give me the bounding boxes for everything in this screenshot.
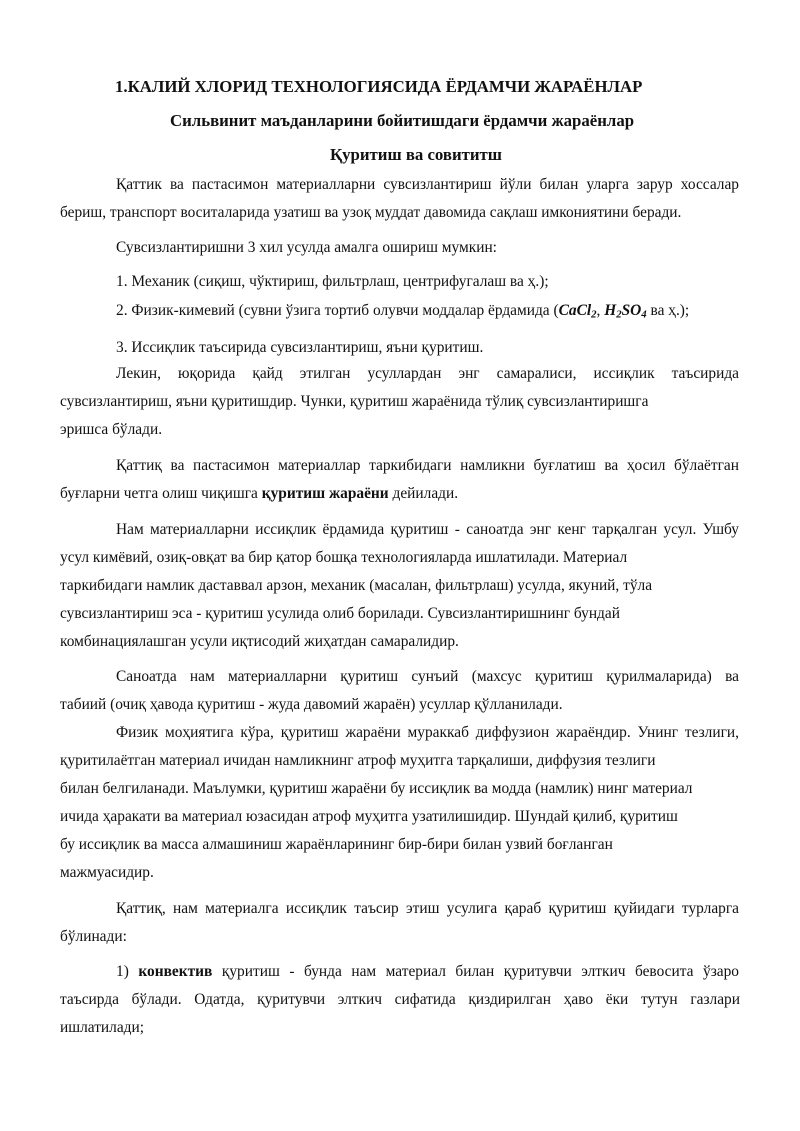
paragraph-line: усул кимёвий, озиқ-овқат ва бир қатор бошқа технологияларда ишлатилади. Материал (60, 549, 628, 566)
paragraph-line: бериш, транспорт воситаларида узатиш ва узоқ муддат давомида сақлаш имкониятини беради. (60, 204, 682, 221)
paragraph-line: билан белгиланади. Маълумки, қуритиш жараёни бу иссиқлик ва модда (намлик) нинг материал (60, 780, 693, 797)
paragraph-line: 1) конвектив қуритиш - бунда нам материал билан қуритувчи элткич бевосита ўзаро (116, 963, 740, 980)
paragraph-line: Физик моҳиятига кўра, қуритиш жараёни мураккаб диффузион жараёндир. Унинг тезлиги, (116, 724, 739, 741)
list-item: 2. Физик-кимевий (сувни ўзига тортиб олувчи моддалар ёрдамида (CaCl$_2$, $H_2SO_4$ ва ҳ.); (116, 302, 690, 321)
paragraph-line: Саноатда нам материалларни қуритиш сунъий (махсус қуритиш қурилмаларида) ва (116, 668, 739, 685)
paragraph-line: ичида ҳаракати ва материал юзасидан атроф муҳитга узатилишидир. Шундай қилиб, қуритиш (60, 808, 678, 825)
section-heading: Қуритиш ва совититш (330, 145, 502, 164)
paragraph-line: Қаттиқ, нам материалга иссиқлик таъсир этиш усулига қараб қуритиш қуйидаги турларга (116, 900, 739, 917)
paragraph-line: Лекин, юқорида қайд этилган усуллардан энг самаралиси, иссиқлик таъсирида (116, 365, 739, 382)
paragraph-line: буғларни четга олиш чиқишга қуритиш жараёни дейилади. (60, 485, 459, 502)
paragraph-line: мажмуасидир. (60, 864, 154, 881)
paragraph-line: табиий (очиқ ҳавода қуритиш - жуда давомий жараён) усуллар қўлланилади. (60, 696, 563, 713)
paragraph-line: бўлинади: (60, 928, 127, 945)
term-drying-process: қуритиш жараёни (261, 485, 389, 502)
paragraph-line: таъсирда бўлади. Одатда, қуритувчи элткич сифатида қиздирилган ҳаво ёки тутун газлари (60, 991, 740, 1008)
page-subtitle: Сильвинит маъданларини бойитишдаги ёрдамчи жараёнлар (170, 111, 635, 130)
paragraph-line: Қаттиқ ва пастасимон материаллар таркибидаги намликни буғлатиш ва ҳосил бўлаётган (116, 457, 739, 474)
paragraph-line: эришса бўлади. (60, 421, 163, 438)
paragraph-line: ишлатилади; (60, 1019, 145, 1036)
list-item: 1. Механик (сиқиш, чўктириш, фильтрлаш, центрифугалаш ва ҳ.); (116, 273, 549, 290)
paragraph-line: Қаттик ва пастасимон материалларни сувсизлантириш йўли билан уларга зарур хоссалар (116, 176, 739, 193)
page-title: 1.КАЛИЙ ХЛОРИД ТЕХНОЛОГИЯСИДА ЁРДАМЧИ ЖАРАЁНЛАР (115, 77, 643, 96)
term-convective: конвектив (138, 963, 213, 980)
paragraph-line: Сувсизлантиришни 3 хил усулда амалга ошириш мумкин: (116, 239, 497, 256)
paragraph-line: сувсизлантириш, яъни қуритишдир. Чунки, қуритиш жараёнида тўлиқ сувсизлантиришга (60, 393, 649, 410)
paragraph-line: Нам материалларни иссиқлик ёрдамида қуритиш - саноатда энг кенг тарқалган усул. Ушбу (116, 521, 739, 538)
paragraph-line: сувсизлантириш эса - қуритиш усулида олиб борилади. Сувсизлантиришнинг бундай (60, 605, 620, 622)
paragraph-line: қуритилаётган материал ичидан намликнинг атроф муҳитга тарқалиши, диффузия тезлиги (60, 752, 656, 769)
list-item: 3. Иссиқлик таъсирида сувсизлантириш, яъни қуритиш. (116, 339, 484, 356)
chem-formula-cacl2: CaCl$_2$ (558, 302, 597, 321)
paragraph-line: таркибидаги намлик даставвал арзон, механик (масалан, фильтрлаш) усулда, якуний, тўла (60, 577, 653, 594)
paragraph-line: комбинациялашган усули иқтисодий жиҳатдан самаралидир. (60, 633, 459, 650)
paragraph-line: бу иссиқлик ва масса алмашиниш жараёнларининг бир-бири билан узвий боғланган (60, 836, 613, 853)
chem-formula-h2so4: $H_2SO_4$ (604, 302, 647, 321)
